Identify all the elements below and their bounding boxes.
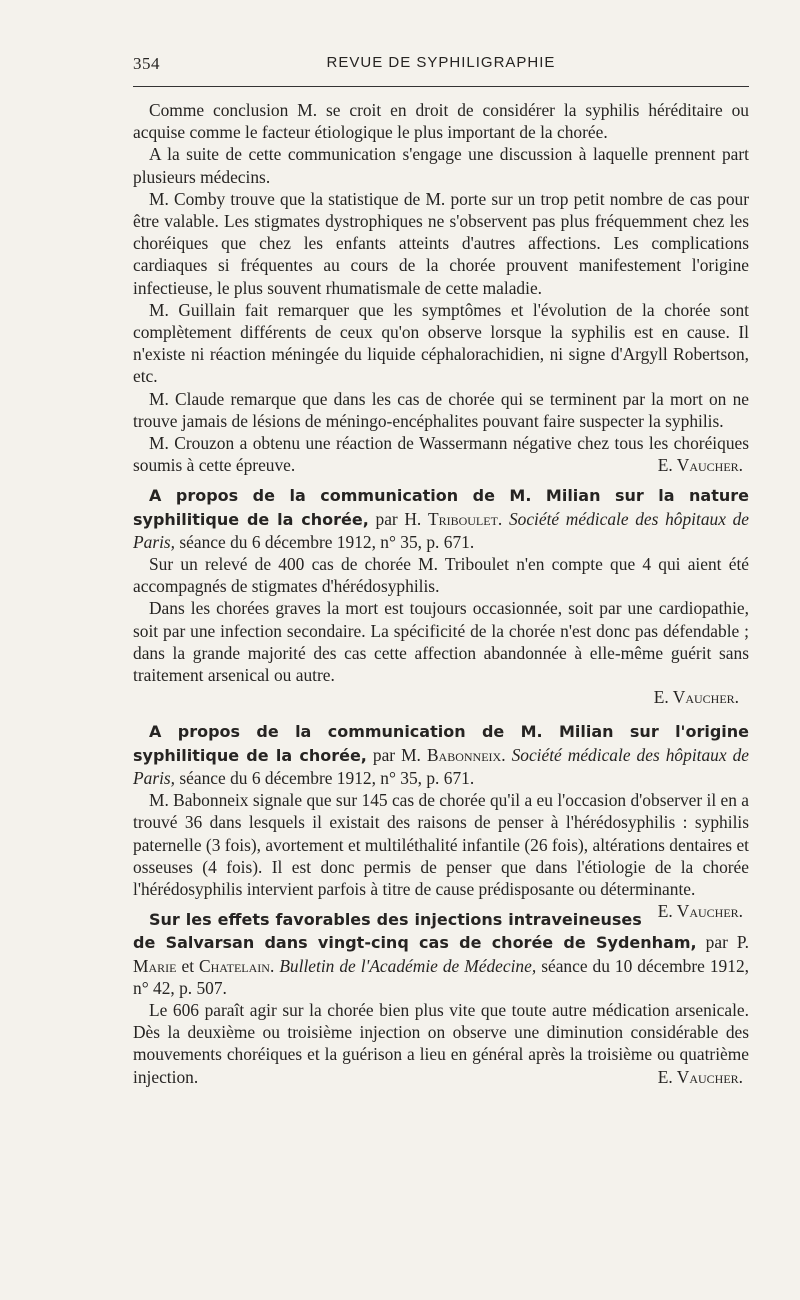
journal-name: Société médicale des hôpitaux de Paris,	[133, 508, 750, 552]
article-author: Chatelain.	[199, 955, 275, 976]
article-author: Triboulet.	[427, 508, 503, 529]
article-title: A propos de la communication de M. Milian sur la nature syphilitique de la chorée,	[133, 486, 749, 529]
paragraph: M. Claude remarque que dans les cas de chorée qui se terminent par la mort on ne trouve jamais de lésions de méningo-encéphalites pouvant faire suspecter la syphilis.	[133, 388, 749, 431]
journal-name: Société médicale des hôpitaux de Paris,	[133, 744, 750, 788]
page-number: 354	[133, 54, 160, 73]
page-header	[133, 54, 749, 74]
header-rule	[133, 86, 749, 87]
article-heading	[133, 484, 749, 553]
article-author: Babonneix.	[426, 744, 506, 765]
article-author: Marie	[133, 955, 177, 976]
journal-name: Bulletin de l'Académie de Médecine,	[279, 955, 537, 976]
conjunction: et	[181, 955, 195, 976]
article-heading	[133, 720, 749, 789]
running-title: REVUE DE SYPHILIGRAPHIE	[326, 54, 556, 71]
author-signature: E. Vaucher.	[653, 687, 739, 708]
paragraph-with-signature	[133, 432, 749, 476]
byline-prefix: par M.	[372, 744, 421, 765]
author-signature: E. Vaucher.	[657, 1066, 743, 1087]
paragraph-text: M. Babonneix signale que sur 145 cas de chorée qu'il a eu l'occasion d'observer il en a trouvé 36 dans lesquels il existait des raisons de penser à l'hérédosyphilis : syphilis paternelle (3 fois), avortement et multiléthalité infantile (26 fois), altérations dentaires et osseuses (4 fois). Il est donc permis de penser que dans l'étiologie de la chorée l'hérédosyphilis intervient parfois à titre de cause prédisposante ou déterminante.	[133, 790, 750, 899]
paragraph-text: Le 606 paraît agir sur la chorée bien plus vite que toute autre médication arsenicale. Dès la deuxième ou troisième injection on observe une diminution considérable des mouvements choréiques et la guérison a lieu en général après la troisième ou quatrième injection.	[133, 999, 749, 1087]
citation-reference: séance du 6 décembre 1912, n° 35, p. 671.	[179, 767, 475, 788]
page-body	[133, 99, 749, 1088]
author-signature: E. Vaucher.	[657, 455, 743, 476]
article-title: A propos de la communication de M. Milian sur l'origine syphilitique de la chorée,	[133, 722, 749, 765]
paragraph-with-signature	[133, 789, 750, 922]
citation-reference: séance du 10 décembre 1912, n° 42, p. 507.	[133, 955, 749, 998]
paragraph: M. Guillain fait remarquer que les symptômes et l'évolution de la chorée sont complètement différents de ceux qu'on observe lorsque la syphilis est en cause. Il n'existe ni réaction méningée du liquide céphalorachidien, ni signe d'Argyll Robertson, etc.	[133, 299, 749, 387]
paragraph: Dans les chorées graves la mort est toujours occasionnée, soit par une cardiopathie, soit par une infection secondaire. La spécificité de la chorée n'est donc pas défendable ; dans la grande majorité des cas cette affection abandonnée à elle-même guérit sans traitement arsenical ou autre.	[133, 598, 749, 686]
paragraph: Comme conclusion M. se croit en droit de considérer la syphilis héréditaire ou acquise comme le facteur étiologique le plus important de la chorée.	[133, 100, 749, 143]
paragraph-text: M. Crouzon a obtenu une réaction de Wassermann négative chez tous les choréiques soumis à cette épreuve.	[133, 433, 749, 476]
signature-line	[133, 686, 749, 708]
article-title: Sur les effets favorables des injections intraveineuses de Salvarsan dans vingt-cinq cas de chorée de Sydenham,	[133, 910, 697, 953]
byline-prefix: par P.	[705, 932, 750, 953]
paragraph: Sur un relevé de 400 cas de chorée M. Triboulet n'en compte que 4 qui aient été accompagnés de stigmates d'hérédosyphilis.	[133, 554, 749, 597]
citation-reference: séance du 6 décembre 1912, n° 35, p. 671.	[179, 531, 475, 552]
byline-prefix: par H.	[375, 508, 422, 529]
paragraph: M. Comby trouve que la statistique de M. porte sur un trop petit nombre de cas pour être valable. Les stigmates dystrophiques ne s'observent pas plus fréquemment chez les choréiques que chez les enfants atteints d'autres affections. Les complications cardiaques si fréquentes au cours de la chorée prouvent manifestement l'origine infectieuse, le plus souvent rhumatismale de cette maladie.	[133, 188, 749, 298]
author-signature: E. Vaucher.	[657, 901, 743, 922]
spacer	[133, 708, 749, 712]
paragraph-with-signature	[133, 999, 749, 1088]
paragraph: A la suite de cette communication s'engage une discussion à laquelle prennent part plusieurs médecins.	[133, 144, 749, 187]
